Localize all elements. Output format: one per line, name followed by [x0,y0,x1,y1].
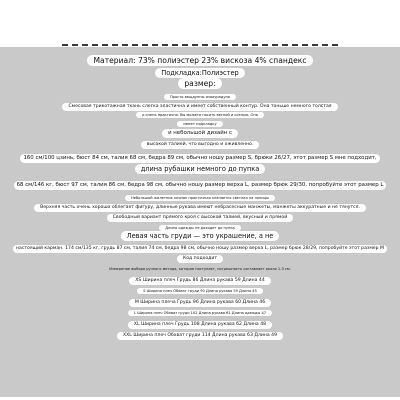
length-note: Длина одежды не доходит до пупка [159,225,241,231]
model-2-measurements: 68 см/146 кг, бюст 97 см, талия 86 см, бедра 98 см, обычно ношу размер верха L, размер брюк 29/30, попробуйте этот размер L [14,181,387,190]
model-3-measurements: настоящий карман. 174 см/135 кг, грудь 87 см, талия 74 см, бедра 98 см, обычно ношу размер верха L, размер брюк 28/29, попробуйте этот размер M [13,245,387,253]
size-xl: XL Ширина плеч Грудь 108 Длина рукава 62 Длина 48 [128,321,272,329]
size-xs: XS Ширина плеч Грудь 86 Длина рукава 59 Длина 44 [129,277,271,285]
fabric-description: Смесовая трикотажная ткань слегка эластична и имеет собственный контур. Она тоньше немного толстая [62,103,337,111]
size-s: S Ширина плеч Обхват груди 90 Длина рукава 59 Длина 45 [137,288,263,294]
design-text: и небольшой дизайн с [162,129,238,138]
size-l: L Ширина плеч Обхват груди 102 Длина рукава 61 Длина одежды 47 [128,310,272,316]
text-panel [0,47,400,397]
size-heading: размер: [178,78,221,89]
size-xxl: XXL Ширина плеч Обхват груди 114 Длина рукава 63 Длина 49 [117,332,283,340]
lining-text: Подкладка:Полиэстер [155,68,244,78]
measurement-note: Измерение выбора ручного метода, которое поступает, погрешность составляет около 1-3 см. [109,267,291,271]
model-1-measurements: 160 см/100 цзинь, бюст 84 см, талия 68 см, бедра 89 см, обычно ношу размер S, брюки 26/27, этот размер S мне подходит, [20,154,379,163]
chest-decor-text: Левая часть груди — это украшение, а не [121,231,280,241]
code-fits-text: Код подходит [177,255,223,263]
small-note: Просто вещдунны изоаурадуна [164,94,236,100]
lining-note: имеет подкладку [177,121,222,127]
size-row-xxl [0,321,400,340]
top-dashed-divider [62,44,338,46]
material-text: Материал: 73% полиэстер 23% вискоза 4% спандекс [87,55,312,66]
waist-text: высокой талией, что выгодно и оживленно. [141,141,260,149]
size-m: M Ширина плеча Грудь 96 Длина рукава 60 Длина 46 [129,299,271,307]
vest-note: Небольшой жилетник хлопок практичная кланяется светлая на лоницы [125,195,275,201]
cut-description: Свободный вариант прямого кроя с высокой талией, вкусный и прямой [107,214,293,222]
shirt-length-text: длина рубашки немного до пупка [135,164,266,174]
season-text: и очень практична. Вы можете носить весной и осенью. Она [136,112,264,118]
fit-description: Верхняя часть очень хорошо облегает фигуру, длинные рукава имеют небрасесные манжеты, манжеты аккуратные и не тянутся. [34,204,366,212]
